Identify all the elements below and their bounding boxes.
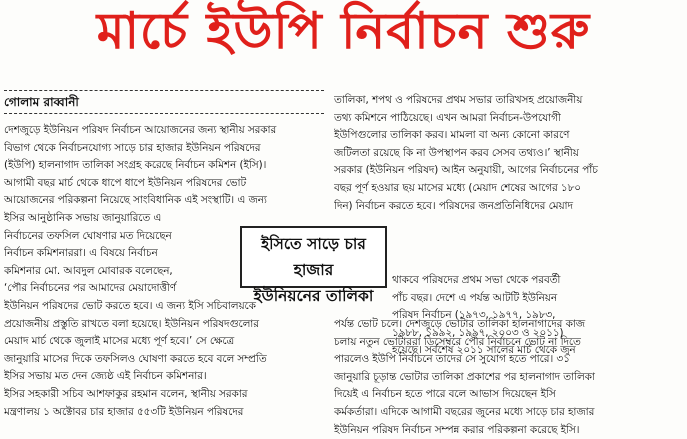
headline: মার্চে ইউপি নির্বাচন শুরু bbox=[96, 2, 591, 60]
text-line: ১৯৮৮, ১৯৯২, ১৯৯৭, ২০০৩ ও ২০১১) bbox=[392, 326, 564, 339]
text-line: সরকার (ইউনিয়ন পরিষদ) আইন অনুযায়ী, আগের নির্বাচনের পাঁচ bbox=[334, 164, 598, 177]
text-line: নির্বাচনের তফসিল ঘোষণার মত দিয়েছেন bbox=[4, 229, 172, 242]
text-line: ইসির আনুষ্ঠানিক সভায় জানুয়ারিতে এ bbox=[4, 211, 162, 224]
text-line: ইউনিয়ন পরিষদের ভোট করতে হবে। এ জন্য ইসি সচিবালয়কে bbox=[4, 299, 256, 312]
text-line: কমিশনার মো. আবদুল মোবারক বলেছেন, bbox=[4, 264, 173, 277]
text-line: তালিকা, শপথ ও পরিষদের প্রথম সভার তারিখসহ প্রয়োজনীয় bbox=[334, 94, 583, 106]
text-line: মন্ত্রণালয় ১ অক্টোবর চার হাজার ৫৫৩টি ইউনিয়ন পরিষদের bbox=[4, 405, 244, 418]
text-line: দেশজুড়ে ইউনিয়ন পরিষদ নির্বাচন আয়োজনের জন্য স্থানীয় সরকার bbox=[4, 124, 277, 136]
text-line: দিন) নির্বাচন করতে হবে। পরিষদের জনপ্রতিনিধিদের মেয়াদ bbox=[334, 199, 573, 212]
pull-quote-line: ইউনিয়নের তালিকা bbox=[253, 287, 374, 305]
text-line: থাকবে পরিষদের প্রথম সভা থেকে পরবর্তী bbox=[392, 274, 561, 286]
text-line: (ইউপি) হালনাগাদ তালিকা সংগ্রহ করেছে নির্বাচন কমিশন (ইসি)। bbox=[4, 159, 267, 172]
byline-rule-top bbox=[4, 90, 324, 91]
text-line: জটিলতা রয়েছে কি না উপস্থাপন করব সেসব তথ্যও।’ স্থানীয় bbox=[334, 146, 579, 159]
pull-quote-line: ইসিতে সাড়ে চার হাজার bbox=[261, 235, 366, 279]
article-column-right-top bbox=[334, 92, 683, 215]
text-line: হয়েছে। সর্বশেষ ২০১১ সালের মার্চ থেকে জুন bbox=[392, 344, 576, 357]
text-line: বছর পূর্ণ হওয়ার ছয় মাসের মধ্যে (মেয়াদ শেষের আগের ১৮০ bbox=[334, 181, 581, 194]
text-line: বিভাগ থেকে নির্বাচনযোগ্য সাড়ে চার হাজার ইউনিয়ন পরিষদের bbox=[4, 141, 261, 154]
text-line: আয়োজনের পরিকল্পনা নিয়েছে সাংবিধানিক এই সংস্থাটি। এ জন্য bbox=[4, 194, 267, 207]
text-line: জানুয়ারি চূড়ান্ত ভোটার তালিকা প্রকাশের পর হালনাগাদ তালিকা bbox=[334, 370, 595, 383]
text-line: তথ্য কমিশনে পাঠিয়েছে। এখন আমরা নির্বাচন-উপযোগী bbox=[334, 111, 561, 124]
text-line: ইউপিগুলোর তালিকা করব। মামলা বা অন্য কোনো কারণে bbox=[334, 129, 570, 142]
article-column-right-bottom bbox=[334, 316, 683, 439]
text-line: ‘পৌর নির্বাচনের পর আমাদের মেয়াদোত্তীর্ণ bbox=[4, 282, 177, 295]
text-line: পাঁচ বছর। দেশে এ পর্যন্ত আটটি ইউনিয়ন bbox=[392, 291, 558, 304]
text-line: মেয়াদ মার্চ থেকে জুলাই মাসের মধ্যে পূর্ণ হবে।’ সে ক্ষেত্রে bbox=[4, 335, 235, 348]
pull-quote-box bbox=[240, 226, 387, 305]
byline: গোলাম রাব্বানী bbox=[4, 95, 79, 109]
text-line: নির্বাচন কমিশনাররা। এ বিষয়ে নির্বাচন bbox=[4, 247, 158, 260]
text-line: ইউনিয়ন পরিষদ নির্বাচন সম্পন্ন করার পরিকল্পনা করেছে ইসি। bbox=[334, 423, 580, 436]
text-line: আগামী বছর মার্চ থেকে ধাপে ধাপে ইউনিয়ন পরিষদের ভোট bbox=[4, 176, 247, 189]
text-line: ইসির সভায় মত দেন জ্যেষ্ঠ এই নির্বাচন কমিশনার। bbox=[4, 370, 207, 383]
text-line: পর্যন্ত ভোট চলে। দেশজুড়ে ভোটার তালিকা হালনাগাদের কাজ bbox=[334, 318, 585, 330]
text-line: চলায় নতুন ভোটাররা ডিসেম্বরে পৌর নির্বাচনে ভোট না দিতে bbox=[334, 335, 581, 348]
byline-rule-bottom bbox=[4, 113, 324, 114]
text-line: জানুয়ারি মাসের দিকে তফসিলও ঘোষণা করতে হবে বলে সম্প্রতি bbox=[4, 352, 267, 365]
text-line: পারলেও ইউপি নির্বাচনে তাদের সে সুযোগ হতে পারে। ৩১ bbox=[334, 353, 570, 366]
text-line: পরিষদ নির্বাচন (১৯৭৩, ১৯৭৭, ১৯৮৩, bbox=[392, 309, 556, 322]
text-line: দিয়েই এ নির্বাচন হতে পারে বলে আভাস দিয়েছেন ইসি bbox=[334, 388, 556, 401]
text-line: কর্মকর্তারা। এদিকে আগামী বছরের জুনের মধ্যে সাড়ে চার হাজার bbox=[334, 405, 595, 418]
text-line: প্রয়োজনীয় প্রস্তুতি রাখতে বলা হয়েছে। ইউনিয়ন পরিষদগুলোর bbox=[4, 317, 259, 330]
text-line: ইসির সহকারী সচিব আশফাকুর রহমান বলেন, স্থানীয় সরকার bbox=[4, 387, 248, 400]
